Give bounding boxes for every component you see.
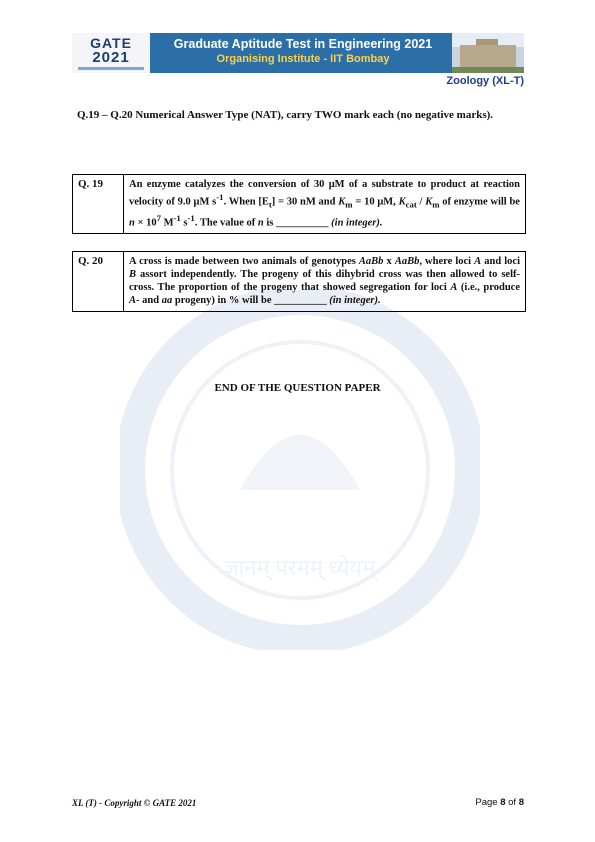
question-20-box [72, 251, 526, 312]
page-prefix: Page [475, 797, 501, 808]
question-20-text: A cross is made between two animals of genotypes AaBb x AaBb, where loci A and loci B assort independently. The progeny of this dihybrid cross was then allowed to self-cross. The proportion of the progeny that showed segregation for loci A (i.e., produce A- and aa progeny) in % will be __________ (in integer). [129, 256, 520, 306]
header-banner [72, 33, 524, 73]
subject-label: Zoology (XL-T) [446, 75, 524, 87]
question-number: Q. 20 [73, 252, 124, 311]
watermark-motto: ज्ञानम् परमम् ध्येयम् [224, 555, 376, 580]
logo-line1: GATE [90, 35, 132, 51]
gate-logo [72, 33, 150, 73]
footer-copyright: XL (T) - Copyright © GATE 2021 [72, 798, 197, 808]
banner-title: Graduate Aptitude Test in Engineering 2021 [173, 37, 433, 51]
footer-page-number [475, 797, 524, 808]
end-of-paper: END OF THE QUESTION PAPER [214, 382, 381, 394]
question-19-text: An enzyme catalyzes the conversion of 30 μM of a substrate to product at reaction velocity of 9.0 μM $s^{-1}$. When $[E_t] = 30$ nM and $K_m = 10$ μM, $K_{cat} / K_m$ of enzyme will be $n \times 10^7$ $M^{-1}$ $s^{-1}$. The value of n is __________ (in integer). [129, 179, 520, 229]
logo-underline [78, 67, 144, 70]
page-of: of [505, 797, 519, 808]
institute-watermark-seal [120, 290, 480, 650]
institute-building-image [452, 33, 524, 73]
banner-text [158, 37, 448, 67]
page-total: 8 [518, 797, 524, 808]
question-number: Q. 19 [73, 175, 124, 233]
logo-line2: 2021 [92, 49, 130, 66]
section-heading: Q.19 – Q.20 Numerical Answer Type (NAT), carry TWO mark each (no negative marks). [77, 109, 494, 121]
page-current: 8 [500, 797, 506, 808]
banner-subtitle: Organising Institute - IIT Bombay [216, 53, 390, 65]
question-19-box [72, 174, 526, 234]
